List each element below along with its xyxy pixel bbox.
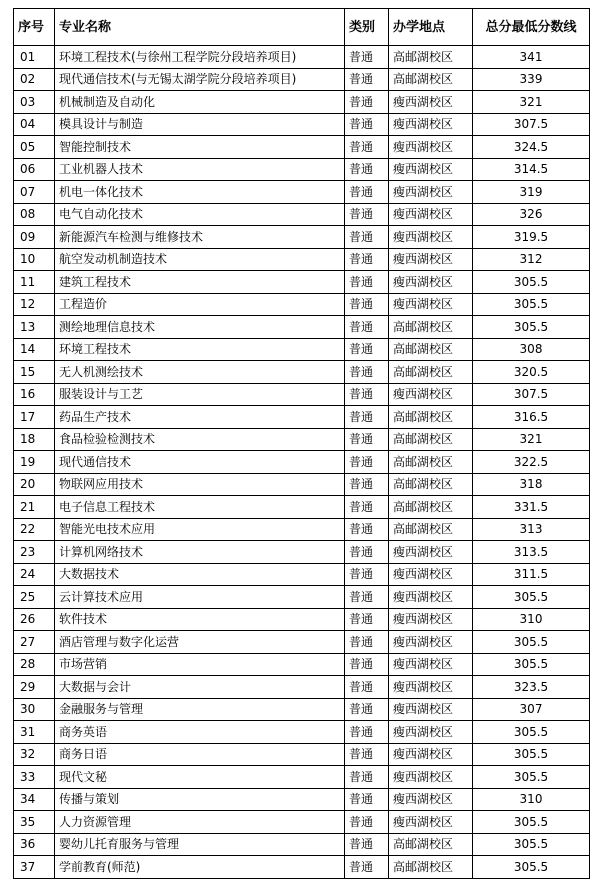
cell-location: 瘦西湖校区 <box>389 203 473 226</box>
cell-major: 药品生产技术 <box>55 406 345 429</box>
cell-index: 05 <box>14 136 55 159</box>
cell-index: 21 <box>14 496 55 519</box>
cell-location: 高邮湖校区 <box>389 316 473 339</box>
cell-index: 18 <box>14 428 55 451</box>
cell-type: 普通 <box>345 541 389 564</box>
cell-location: 高邮湖校区 <box>389 518 473 541</box>
cell-index: 14 <box>14 338 55 361</box>
cell-major: 金融服务与管理 <box>55 698 345 721</box>
table-row <box>14 788 590 811</box>
cell-location: 瘦西湖校区 <box>389 226 473 249</box>
cell-type: 普通 <box>345 811 389 834</box>
cell-type: 普通 <box>345 248 389 271</box>
cell-major: 智能控制技术 <box>55 136 345 159</box>
cell-type: 普通 <box>345 136 389 159</box>
table-row <box>14 631 590 654</box>
cell-index: 23 <box>14 541 55 564</box>
cell-type: 普通 <box>345 563 389 586</box>
table-row <box>14 158 590 181</box>
cell-major: 环境工程技术(与徐州工程学院分段培养项目) <box>55 46 345 69</box>
cell-index: 24 <box>14 563 55 586</box>
cell-type: 普通 <box>345 203 389 226</box>
cell-location: 瘦西湖校区 <box>389 676 473 699</box>
cell-score: 313.5 <box>473 541 590 564</box>
cell-score: 305.5 <box>473 653 590 676</box>
cell-major: 新能源汽车检测与维修技术 <box>55 226 345 249</box>
table-header <box>14 9 590 46</box>
cell-type: 普通 <box>345 271 389 294</box>
cell-type: 普通 <box>345 68 389 91</box>
cell-index: 26 <box>14 608 55 631</box>
table-row <box>14 91 590 114</box>
cell-score: 323.5 <box>473 676 590 699</box>
cell-location: 瘦西湖校区 <box>389 181 473 204</box>
cell-type: 普通 <box>345 473 389 496</box>
table-row <box>14 833 590 856</box>
cell-score: 305.5 <box>473 586 590 609</box>
cell-score: 341 <box>473 46 590 69</box>
cell-index: 30 <box>14 698 55 721</box>
cell-type: 普通 <box>345 496 389 519</box>
table-row <box>14 226 590 249</box>
cell-type: 普通 <box>345 676 389 699</box>
table-row <box>14 473 590 496</box>
cell-score: 310 <box>473 788 590 811</box>
cell-location: 瘦西湖校区 <box>389 608 473 631</box>
table-row <box>14 46 590 69</box>
table-row <box>14 743 590 766</box>
cell-major: 机械制造及自动化 <box>55 91 345 114</box>
cell-score: 331.5 <box>473 496 590 519</box>
cell-score: 305.5 <box>473 631 590 654</box>
cell-location: 瘦西湖校区 <box>389 293 473 316</box>
cell-major: 云计算技术应用 <box>55 586 345 609</box>
cell-type: 普通 <box>345 316 389 339</box>
cell-location: 高邮湖校区 <box>389 68 473 91</box>
cell-major: 现代文秘 <box>55 766 345 789</box>
cell-location: 瘦西湖校区 <box>389 248 473 271</box>
cell-major: 人力资源管理 <box>55 811 345 834</box>
header-location: 办学地点 <box>389 9 473 46</box>
cell-type: 普通 <box>345 406 389 429</box>
cell-major: 商务日语 <box>55 743 345 766</box>
cell-major: 学前教育(师范) <box>55 856 345 879</box>
cell-index: 27 <box>14 631 55 654</box>
cell-score: 307 <box>473 698 590 721</box>
cell-location: 瘦西湖校区 <box>389 653 473 676</box>
cell-major: 软件技术 <box>55 608 345 631</box>
cell-major: 工业机器人技术 <box>55 158 345 181</box>
cell-score: 321 <box>473 91 590 114</box>
table-row <box>14 856 590 879</box>
table-row <box>14 316 590 339</box>
cell-location: 高邮湖校区 <box>389 856 473 879</box>
cell-score: 320.5 <box>473 361 590 384</box>
cell-index: 15 <box>14 361 55 384</box>
cell-type: 普通 <box>345 608 389 631</box>
cell-index: 33 <box>14 766 55 789</box>
cell-score: 318 <box>473 473 590 496</box>
cell-index: 36 <box>14 833 55 856</box>
cell-major: 市场营销 <box>55 653 345 676</box>
cell-major: 现代通信技术 <box>55 451 345 474</box>
cell-index: 11 <box>14 271 55 294</box>
cell-index: 20 <box>14 473 55 496</box>
table-row <box>14 766 590 789</box>
cell-score: 311.5 <box>473 563 590 586</box>
table-body <box>14 46 590 879</box>
cell-location: 瘦西湖校区 <box>389 136 473 159</box>
cell-major: 电子信息工程技术 <box>55 496 345 519</box>
cell-score: 324.5 <box>473 136 590 159</box>
cell-type: 普通 <box>345 158 389 181</box>
table-row <box>14 361 590 384</box>
cell-type: 普通 <box>345 181 389 204</box>
cell-score: 321 <box>473 428 590 451</box>
cell-index: 34 <box>14 788 55 811</box>
cell-score: 305.5 <box>473 293 590 316</box>
cell-index: 31 <box>14 721 55 744</box>
cell-type: 普通 <box>345 293 389 316</box>
cell-index: 09 <box>14 226 55 249</box>
cell-location: 瘦西湖校区 <box>389 766 473 789</box>
table-row <box>14 451 590 474</box>
cell-score: 313 <box>473 518 590 541</box>
cell-major: 机电一体化技术 <box>55 181 345 204</box>
cell-score: 322.5 <box>473 451 590 474</box>
cell-location: 瘦西湖校区 <box>389 743 473 766</box>
cell-type: 普通 <box>345 631 389 654</box>
cell-score: 316.5 <box>473 406 590 429</box>
cell-major: 大数据与会计 <box>55 676 345 699</box>
cell-major: 婴幼儿托育服务与管理 <box>55 833 345 856</box>
cell-major: 服装设计与工艺 <box>55 383 345 406</box>
cell-type: 普通 <box>345 856 389 879</box>
cell-score: 305.5 <box>473 811 590 834</box>
cell-index: 35 <box>14 811 55 834</box>
cell-index: 06 <box>14 158 55 181</box>
cell-type: 普通 <box>345 586 389 609</box>
cell-location: 高邮湖校区 <box>389 473 473 496</box>
cell-location: 高邮湖校区 <box>389 338 473 361</box>
cell-score: 310 <box>473 608 590 631</box>
cell-type: 普通 <box>345 338 389 361</box>
cell-major: 商务英语 <box>55 721 345 744</box>
cell-index: 16 <box>14 383 55 406</box>
table-row <box>14 203 590 226</box>
admission-score-table <box>13 8 590 879</box>
table-row <box>14 563 590 586</box>
cell-location: 高邮湖校区 <box>389 496 473 519</box>
cell-index: 28 <box>14 653 55 676</box>
cell-index: 01 <box>14 46 55 69</box>
cell-score: 305.5 <box>473 833 590 856</box>
cell-location: 瘦西湖校区 <box>389 91 473 114</box>
table-row <box>14 428 590 451</box>
cell-index: 07 <box>14 181 55 204</box>
cell-location: 瘦西湖校区 <box>389 271 473 294</box>
cell-major: 食品检验检测技术 <box>55 428 345 451</box>
table-row <box>14 383 590 406</box>
cell-location: 高邮湖校区 <box>389 46 473 69</box>
cell-index: 08 <box>14 203 55 226</box>
cell-location: 高邮湖校区 <box>389 451 473 474</box>
cell-index: 04 <box>14 113 55 136</box>
table-row <box>14 293 590 316</box>
cell-type: 普通 <box>345 698 389 721</box>
table-row <box>14 68 590 91</box>
header-type: 类别 <box>345 9 389 46</box>
cell-major: 无人机测绘技术 <box>55 361 345 384</box>
cell-major: 模具设计与制造 <box>55 113 345 136</box>
cell-score: 307.5 <box>473 383 590 406</box>
header-score: 总分最低分数线 <box>473 9 590 46</box>
cell-major: 物联网应用技术 <box>55 473 345 496</box>
cell-score: 305.5 <box>473 856 590 879</box>
header-index: 序号 <box>14 9 55 46</box>
cell-index: 25 <box>14 586 55 609</box>
cell-location: 瘦西湖校区 <box>389 541 473 564</box>
cell-type: 普通 <box>345 743 389 766</box>
cell-type: 普通 <box>345 451 389 474</box>
cell-location: 瘦西湖校区 <box>389 113 473 136</box>
cell-major: 大数据技术 <box>55 563 345 586</box>
header-row <box>14 9 590 46</box>
table-row <box>14 653 590 676</box>
cell-index: 02 <box>14 68 55 91</box>
cell-location: 瘦西湖校区 <box>389 698 473 721</box>
table-row <box>14 496 590 519</box>
table-row <box>14 338 590 361</box>
cell-score: 307.5 <box>473 113 590 136</box>
cell-index: 12 <box>14 293 55 316</box>
score-table-container <box>13 8 590 879</box>
cell-major: 智能光电技术应用 <box>55 518 345 541</box>
table-row <box>14 136 590 159</box>
cell-score: 305.5 <box>473 271 590 294</box>
cell-major: 电气自动化技术 <box>55 203 345 226</box>
cell-type: 普通 <box>345 113 389 136</box>
table-row <box>14 406 590 429</box>
cell-location: 瘦西湖校区 <box>389 721 473 744</box>
table-row <box>14 113 590 136</box>
cell-major: 建筑工程技术 <box>55 271 345 294</box>
table-row <box>14 698 590 721</box>
cell-index: 29 <box>14 676 55 699</box>
cell-type: 普通 <box>345 653 389 676</box>
table-row <box>14 271 590 294</box>
cell-score: 314.5 <box>473 158 590 181</box>
cell-major: 航空发动机制造技术 <box>55 248 345 271</box>
cell-score: 339 <box>473 68 590 91</box>
cell-location: 瘦西湖校区 <box>389 563 473 586</box>
cell-score: 305.5 <box>473 766 590 789</box>
cell-score: 305.5 <box>473 721 590 744</box>
cell-type: 普通 <box>345 226 389 249</box>
cell-type: 普通 <box>345 428 389 451</box>
cell-location: 高邮湖校区 <box>389 361 473 384</box>
cell-type: 普通 <box>345 766 389 789</box>
cell-location: 瘦西湖校区 <box>389 631 473 654</box>
cell-index: 17 <box>14 406 55 429</box>
cell-type: 普通 <box>345 518 389 541</box>
cell-index: 10 <box>14 248 55 271</box>
cell-major: 酒店管理与数字化运营 <box>55 631 345 654</box>
header-major: 专业名称 <box>55 9 345 46</box>
cell-index: 03 <box>14 91 55 114</box>
cell-location: 瘦西湖校区 <box>389 811 473 834</box>
cell-major: 测绘地理信息技术 <box>55 316 345 339</box>
cell-type: 普通 <box>345 833 389 856</box>
cell-index: 37 <box>14 856 55 879</box>
cell-location: 瘦西湖校区 <box>389 788 473 811</box>
cell-type: 普通 <box>345 721 389 744</box>
cell-index: 22 <box>14 518 55 541</box>
cell-type: 普通 <box>345 788 389 811</box>
cell-score: 305.5 <box>473 316 590 339</box>
cell-index: 19 <box>14 451 55 474</box>
cell-type: 普通 <box>345 361 389 384</box>
cell-major: 工程造价 <box>55 293 345 316</box>
cell-major: 计算机网络技术 <box>55 541 345 564</box>
cell-index: 32 <box>14 743 55 766</box>
cell-location: 瘦西湖校区 <box>389 383 473 406</box>
cell-score: 312 <box>473 248 590 271</box>
cell-type: 普通 <box>345 91 389 114</box>
cell-score: 319 <box>473 181 590 204</box>
cell-score: 308 <box>473 338 590 361</box>
cell-score: 319.5 <box>473 226 590 249</box>
table-row <box>14 518 590 541</box>
cell-location: 瘦西湖校区 <box>389 586 473 609</box>
cell-type: 普通 <box>345 46 389 69</box>
cell-major: 环境工程技术 <box>55 338 345 361</box>
cell-location: 高邮湖校区 <box>389 833 473 856</box>
table-row <box>14 541 590 564</box>
table-row <box>14 721 590 744</box>
table-row <box>14 811 590 834</box>
cell-location: 高邮湖校区 <box>389 406 473 429</box>
cell-type: 普通 <box>345 383 389 406</box>
cell-location: 高邮湖校区 <box>389 428 473 451</box>
table-row <box>14 586 590 609</box>
cell-index: 13 <box>14 316 55 339</box>
table-row <box>14 248 590 271</box>
cell-major: 传播与策划 <box>55 788 345 811</box>
table-row <box>14 608 590 631</box>
cell-location: 瘦西湖校区 <box>389 158 473 181</box>
table-row <box>14 181 590 204</box>
cell-score: 326 <box>473 203 590 226</box>
table-row <box>14 676 590 699</box>
cell-major: 现代通信技术(与无锡太湖学院分段培养项目) <box>55 68 345 91</box>
cell-score: 305.5 <box>473 743 590 766</box>
